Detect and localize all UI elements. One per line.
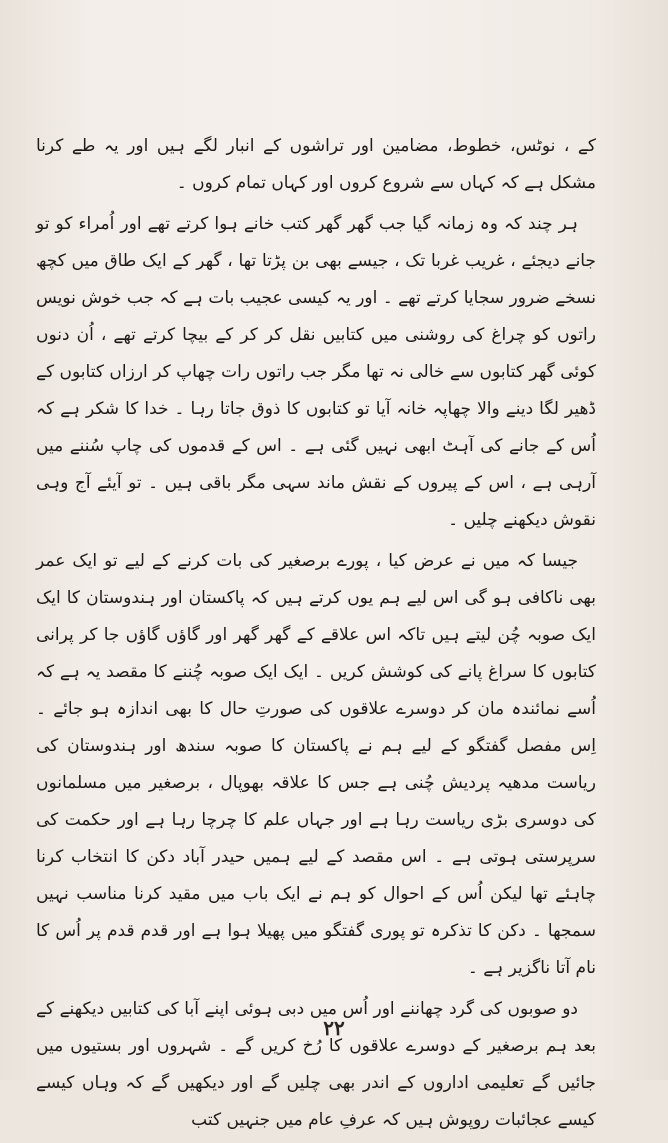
paragraph-3: جیسا کہ میں نے عرض کیا ، پورے برصغیر کی بات کرنے کے لیے تو ایک عمر بھی ناکافی ہو گی اس لیے ہم یوں کرتے ہیں کہ پاکستان اور ہندوستان کا ایک ایک صوبہ چُن لیتے ہیں تاکہ اس علاقے کے گھر گھر اور گاؤں گاؤں جا کر پرانی کتابوں کا سراغ پانے کی کوشش کریں ۔ ایک ایک صوبہ چُننے کا مقصد یہ ہے کہ اُسے نمائندہ مان کر دوسرے علاقوں کی صورتِ حال کا بھی اندازہ ہو جائے ۔ اِس مفصل گفتگو کے لیے ہم نے پاکستان کا صوبہ سندھ اور ہندوستان کی ریاست مدھیہ پردیش چُنی ہے جس کا علاقہ بھوپال ، برصغیر میں مسلمانوں کی دوسری بڑی ریاست رہا ہے اور جہاں علم کا چرچا رہا ہے اور حکمت کی سرپرستی ہوتی ہے ۔ اس مقصد کے لیے ہمیں حیدر آباد دکن کا انتخاب کرنا چاہئے تھا لیکن اُس کے احوال کو ہم نے ایک باب میں مقید کرنا مناسب نہیں سمجھا ۔ دکن کا تذکرہ تو پوری گفتگو میں پھیلا ہوا ہے اور قدم قدم پر اُس کا نام آتا ناگزیر ہے ۔ — [36, 551, 596, 978]
page-number: ۲۲ — [323, 1016, 345, 1040]
paragraph-2: ہر چند کہ وہ زمانہ گیا جب گھر گھر کتب خانے ہوا کرتے تھے اور اُمراء کو تو جانے دیجئے ، غریب غربا تک ، جیسے بھی بن پڑتا تھا ، گھر کے ایک طاق میں کچھ نسخے ضرور سجایا کرتے تھے ۔ اور یہ کیسی عجیب بات ہے کہ جب خوش نویس راتوں کو چراغ کی روشنی میں کتابیں نقل کر کر کے بیچا کرتے تھے ، اُن دنوں کوئی گھر کتابوں سے خالی نہ تھا مگر جب راتوں رات چھاپ کر ارزاں کتابوں کے ڈھیر لگا دینے والا چھاپہ خانہ آیا تو کتابوں کا ذوق جاتا رہا ۔ خدا کا شکر ہے کہ اُس کے جانے کی آہٹ ابھی نہیں گئی ہے ۔ اس کے قدموں کی چاپ سُننے میں آرہی ہے ، اس کے پیروں کے نقش ماند سہی مگر باقی ہیں ۔ تو آیئے آج وہی نقوش دیکھنے چلیں ۔ — [36, 214, 596, 530]
paragraph-4: دو صوبوں کی گرد چھاننے اور اُس میں دبی ہوئی اپنے آبا کی کتابیں دیکھنے کے بعد ہم برصغیر کے دوسرے علاقوں کا رُخ کریں گے ۔ شہروں اور بستیوں میں جائیں گے تعلیمی اداروں کے اندر بھی چلیں گے اور دیکھیں گے کہ وہاں کیسے کیسے عجائبات روپوش ہیں کہ عرفِ عام میں جنہیں کتب — [36, 999, 596, 1130]
page-body-text — [36, 128, 596, 1143]
paragraph-1: کے ، نوٹس، خطوط، مضامین اور تراشوں کے انبار لگے ہیں اور یہ طے کرنا مشکل ہے کہ کہاں سے شروع کروں اور کہاں تمام کروں ۔ — [36, 136, 596, 193]
